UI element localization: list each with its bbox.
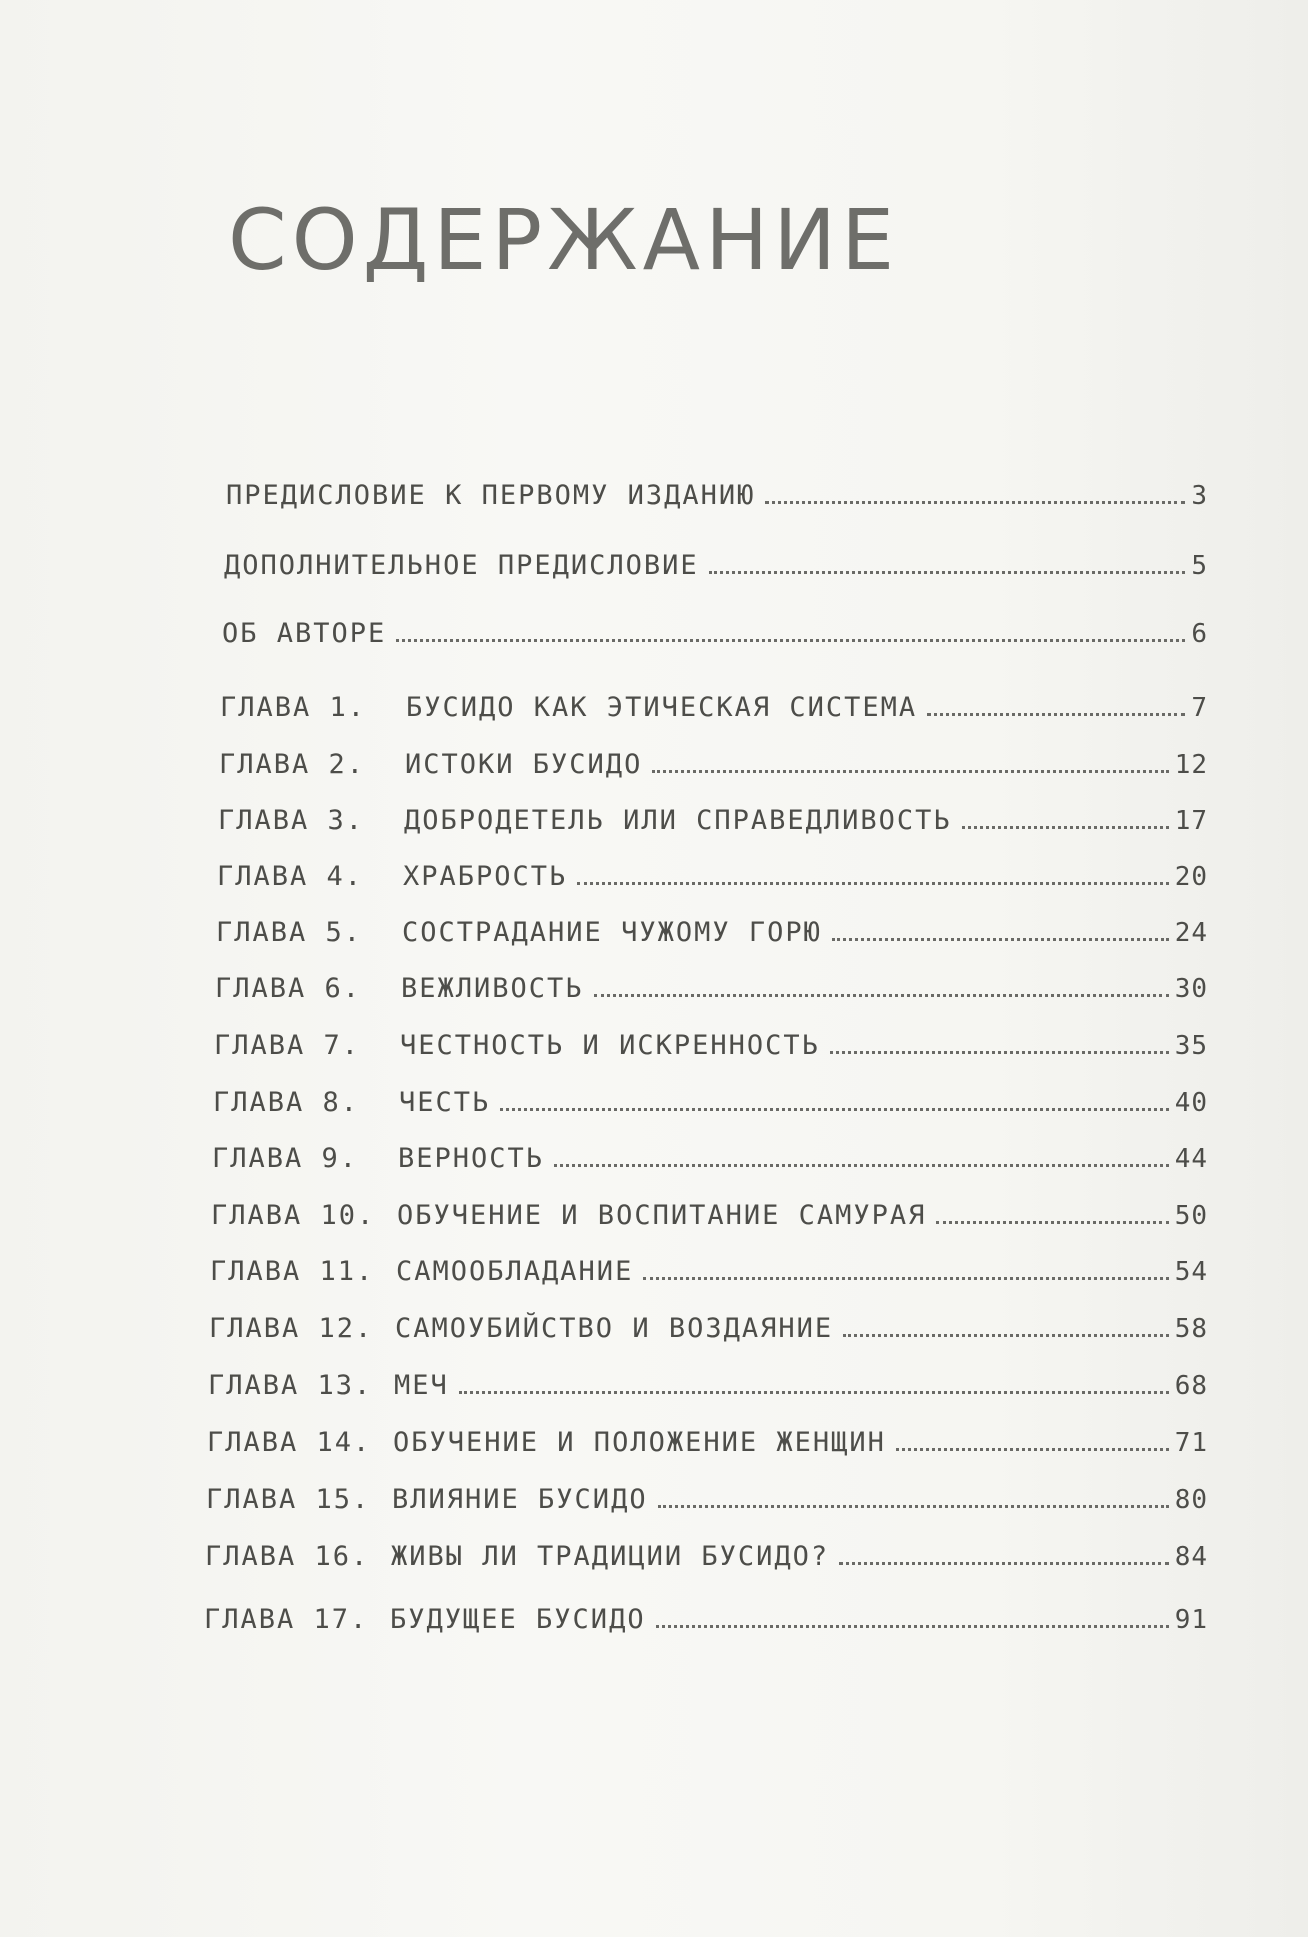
page-number: 12	[1174, 750, 1208, 780]
entry-title: САМООБЛАДАНИЕ	[396, 1256, 634, 1287]
dot-leader	[896, 1448, 1169, 1451]
chapter-label: ГЛАВА 9.	[212, 1143, 359, 1174]
entry-text-group	[215, 973, 584, 1004]
entry-title: ИСТОКИ БУСИДО	[405, 749, 643, 780]
chapter-label: ГЛАВА 7.	[214, 1030, 361, 1061]
page-number: 17	[1174, 806, 1208, 836]
entry-title: ХРАБРОСТЬ	[403, 861, 568, 892]
page-number: 84	[1174, 1542, 1208, 1572]
entry-title: ДОПОЛНИТЕЛЬНОЕ ПРЕДИСЛОВИЕ	[224, 550, 699, 581]
chapter-label: ГЛАВА 15.	[206, 1484, 371, 1515]
dot-leader	[709, 571, 1186, 574]
page-number: 54	[1174, 1257, 1208, 1287]
toc-entry	[204, 1604, 1208, 1644]
entry-title: ПРЕДИСЛОВИЕ К ПЕРВОМУ ИЗДАНИЮ	[226, 480, 756, 511]
entry-text-group	[205, 1541, 829, 1572]
entry-title: ЖИВЫ ЛИ ТРАДИЦИИ БУСИДО?	[391, 1541, 830, 1572]
dot-leader	[843, 1334, 1169, 1337]
chapter-label: ГЛАВА 1.	[220, 692, 367, 723]
entry-text-group	[216, 917, 822, 948]
dot-leader	[643, 1277, 1168, 1280]
chapter-label: ГЛАВА 13.	[208, 1370, 373, 1401]
entry-text-group	[208, 1370, 449, 1401]
dot-leader	[396, 639, 1185, 642]
page-title: СОДЕРЖАНИЕ	[228, 191, 900, 289]
page-number: 5	[1191, 551, 1208, 581]
toc-entry	[220, 692, 1208, 732]
toc-entry	[208, 1370, 1208, 1410]
chapter-label: ГЛАВА 5.	[216, 917, 363, 948]
dot-leader	[577, 882, 1168, 885]
dot-leader	[656, 1625, 1169, 1628]
dot-leader	[500, 1108, 1168, 1111]
toc-entry	[222, 618, 1208, 658]
chapter-label: ГЛАВА 2.	[219, 749, 366, 780]
page-number: 20	[1174, 862, 1208, 892]
entry-text-group	[207, 1427, 886, 1458]
toc-entry	[211, 1200, 1208, 1240]
toc-entry	[207, 1427, 1208, 1467]
entry-text-group	[212, 1143, 544, 1174]
toc-entry	[219, 749, 1208, 789]
dot-leader	[594, 994, 1169, 997]
dot-leader	[658, 1505, 1169, 1508]
entry-title: МЕЧ	[394, 1370, 449, 1401]
dot-leader	[652, 770, 1168, 773]
dot-leader	[554, 1164, 1169, 1167]
page-number: 80	[1174, 1485, 1208, 1515]
chapter-label: ГЛАВА 4.	[217, 861, 364, 892]
toc-entry	[212, 1143, 1208, 1183]
toc-entry	[214, 1030, 1208, 1070]
dot-leader	[832, 938, 1169, 941]
chapter-label: ГЛАВА 6.	[215, 973, 362, 1004]
entry-title: ВЕРНОСТЬ	[398, 1143, 545, 1174]
chapter-label: ГЛАВА 3.	[218, 805, 365, 836]
entry-text-group	[211, 1200, 926, 1231]
dot-leader	[459, 1391, 1169, 1394]
toc-entry	[209, 1313, 1208, 1353]
toc-entry	[217, 861, 1208, 901]
toc-entry	[216, 917, 1208, 957]
entry-text-group	[210, 1256, 633, 1287]
entry-text-group	[213, 1087, 490, 1118]
entry-text-group	[214, 1030, 820, 1061]
page-number: 3	[1191, 481, 1208, 511]
dot-leader	[936, 1221, 1168, 1224]
page-number: 40	[1174, 1088, 1208, 1118]
chapter-label: ГЛАВА 10.	[211, 1200, 376, 1231]
entry-text-group	[209, 1313, 833, 1344]
toc-entry	[215, 973, 1208, 1013]
entry-title: САМОУБИЙСТВО И ВОЗДАЯНИЕ	[395, 1313, 834, 1344]
entry-title: БУДУЩЕЕ БУСИДО	[390, 1604, 646, 1635]
page-number: 58	[1174, 1314, 1208, 1344]
toc-entry	[224, 550, 1208, 590]
toc-entry	[206, 1484, 1208, 1524]
page-number: 71	[1174, 1428, 1208, 1458]
page-number: 24	[1174, 918, 1208, 948]
chapter-label: ГЛАВА 16.	[205, 1541, 370, 1572]
page-number: 30	[1174, 974, 1208, 1004]
dot-leader	[927, 713, 1185, 716]
page-number: 35	[1174, 1031, 1208, 1061]
entry-text-group	[204, 1604, 646, 1635]
entry-text-group	[217, 861, 567, 892]
entry-title: ЧЕСТЬ	[399, 1087, 491, 1118]
toc-entry	[205, 1541, 1208, 1581]
entry-title: ОБУЧЕНИЕ И ПОЛОЖЕНИЕ ЖЕНЩИН	[393, 1427, 886, 1458]
dot-leader	[962, 826, 1169, 829]
chapter-label: ГЛАВА 11.	[210, 1256, 375, 1287]
page-number: 7	[1191, 693, 1208, 723]
dot-leader	[765, 501, 1185, 504]
page-number: 91	[1174, 1605, 1208, 1635]
dot-leader	[839, 1562, 1169, 1565]
entry-title: ВЛИЯНИЕ БУСИДО	[392, 1484, 648, 1515]
entry-text-group	[222, 618, 386, 649]
entry-title: СОСТРАДАНИЕ ЧУЖОМУ ГОРЮ	[402, 917, 822, 948]
page-number: 6	[1191, 619, 1208, 649]
page-number: 68	[1174, 1371, 1208, 1401]
entry-title: ОБУЧЕНИЕ И ВОСПИТАНИЕ САМУРАЯ	[397, 1200, 927, 1231]
chapter-label: ГЛАВА 8.	[213, 1087, 360, 1118]
entry-text-group	[226, 480, 755, 511]
entry-title: ДОБРОДЕТЕЛЬ ИЛИ СПРАВЕДЛИВОСТЬ	[404, 805, 952, 836]
entry-text-group	[224, 550, 699, 581]
dot-leader	[830, 1051, 1169, 1054]
chapter-label: ГЛАВА 17.	[204, 1604, 369, 1635]
entry-title: БУСИДО КАК ЭТИЧЕСКАЯ СИСТЕМА	[406, 692, 918, 723]
toc-entry	[218, 805, 1208, 845]
entry-title: ВЕЖЛИВОСТЬ	[401, 973, 584, 1004]
page-number: 50	[1174, 1201, 1208, 1231]
entry-text-group	[206, 1484, 648, 1515]
chapter-label: ГЛАВА 14.	[207, 1427, 372, 1458]
toc-entry	[213, 1087, 1208, 1127]
toc-entry	[226, 480, 1208, 520]
entry-title: ОБ АВТОРЕ	[222, 618, 387, 649]
toc-entry	[210, 1256, 1208, 1296]
entry-text-group	[219, 749, 642, 780]
entry-title: ЧЕСТНОСТЬ И ИСКРЕННОСТЬ	[400, 1030, 820, 1061]
entry-text-group	[218, 805, 952, 836]
entry-text-group	[220, 692, 917, 723]
page-number: 44	[1174, 1144, 1208, 1174]
chapter-label: ГЛАВА 12.	[209, 1313, 374, 1344]
